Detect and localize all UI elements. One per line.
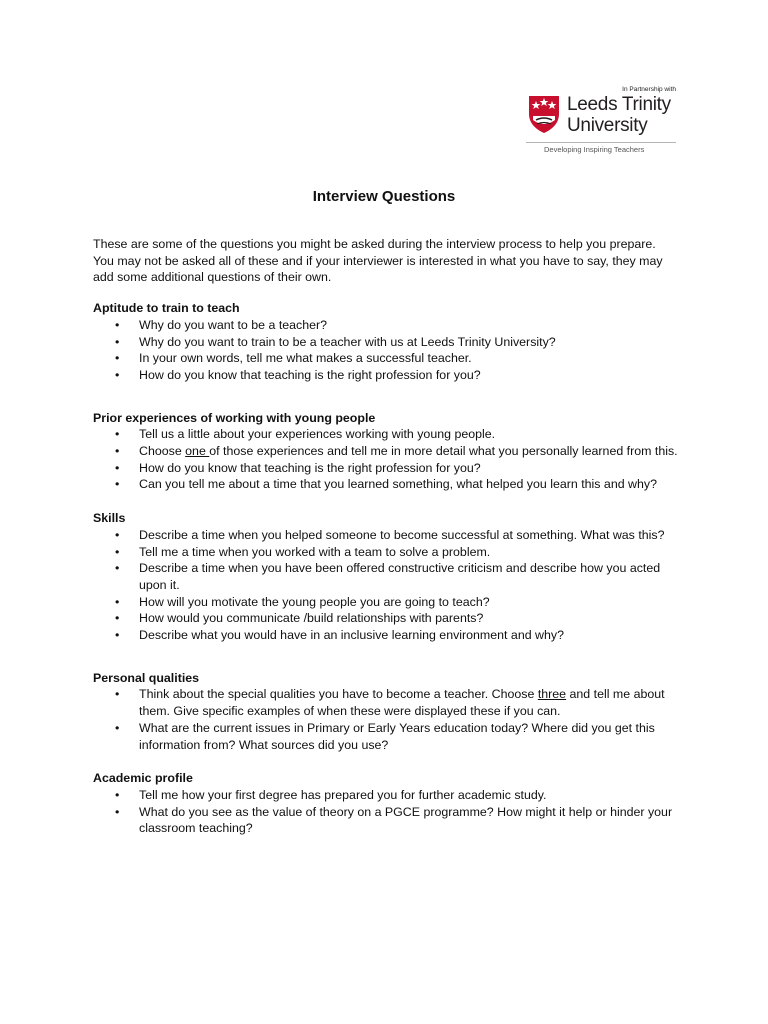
section-heading: Aptitude to train to teach [93,301,240,316]
list-item: • Why do you want to train to be a teacher with us at Leeds Trinity University? [93,334,678,351]
logo-tagline: Developing Inspiring Teachers [544,145,645,154]
list-item-text: and tell me about them. Give specific examples of when these were displayed these if you can. [139,687,665,719]
section-personal-qualities [93,670,678,754]
list-item: • What do you see as the value of theory on a PGCE programme? How might it help or hinder your classroom teaching? [93,804,678,837]
document-body [93,236,678,837]
underlined-word: one [185,444,210,459]
list-item: • Tell me how your first degree has prepared you for further academic study. [93,787,678,804]
list-item: • How will you motivate the young people you are going to teach? [93,594,678,611]
section-heading: Skills [93,511,126,526]
list-item-text: Choose [139,444,186,459]
list-item: • How do you know that teaching is the right profession for you? [93,460,678,477]
list-item: • Describe a time when you helped someone to become successful at something. What was this? [93,527,678,544]
list-item: • Why do you want to be a teacher? [93,317,678,334]
list-item-text: Think about the special qualities you have to become a teacher. Choose [139,687,538,702]
list-item: • How would you communicate /build relationships with parents? [93,610,678,627]
underlined-word: three [537,687,567,702]
university-name-line2: University [567,115,648,136]
logo-divider [526,142,676,143]
section-heading: Personal qualities [93,670,200,685]
list-item: • Tell us a little about your experiences working with young people. [93,426,678,443]
list-item: • Describe a time when you have been offered constructive criticism and describe how you acted upon it. [93,560,678,593]
question-list [93,686,678,753]
section-heading: Prior experiences of working with young people [93,410,376,425]
partnership-label: In Partnership with [622,86,676,93]
list-item [93,686,678,719]
university-logo [524,86,676,158]
list-item [93,443,678,460]
question-list [93,426,678,493]
list-item: • Can you tell me about a time that you learned something, what helped you learn this and why? [93,476,678,493]
section-skills [93,510,678,644]
intro-paragraph: These are some of the questions you might be asked during the interview process to help you prepare. You may not be asked all of these and if your interviewer is interested in what you have to say, they may add some additional questions of their own. [93,237,663,285]
page-title: Interview Questions [312,188,456,205]
crest-icon [527,94,561,134]
university-name [567,94,671,136]
question-list [93,787,678,837]
list-item: • What are the current issues in Primary or Early Years education today? Where did you get this information from? What sources did you use? [93,720,678,753]
list-item: • How do you know that teaching is the right profession for you? [93,367,678,384]
question-list [93,317,678,384]
section-prior-experiences [93,410,678,494]
list-item: • Describe what you would have in an inclusive learning environment and why? [93,627,678,644]
question-list [93,527,678,644]
list-item: • In your own words, tell me what makes a successful teacher. [93,350,678,367]
section-aptitude [93,300,678,384]
list-item-text: of those experiences and tell me in more detail what you personally learned from this. [209,444,678,459]
section-heading: Academic profile [93,771,193,786]
university-name-line1: Leeds Trinity [567,94,671,115]
section-academic-profile [93,770,678,837]
list-item: • Tell me a time when you worked with a team to solve a problem. [93,544,678,561]
